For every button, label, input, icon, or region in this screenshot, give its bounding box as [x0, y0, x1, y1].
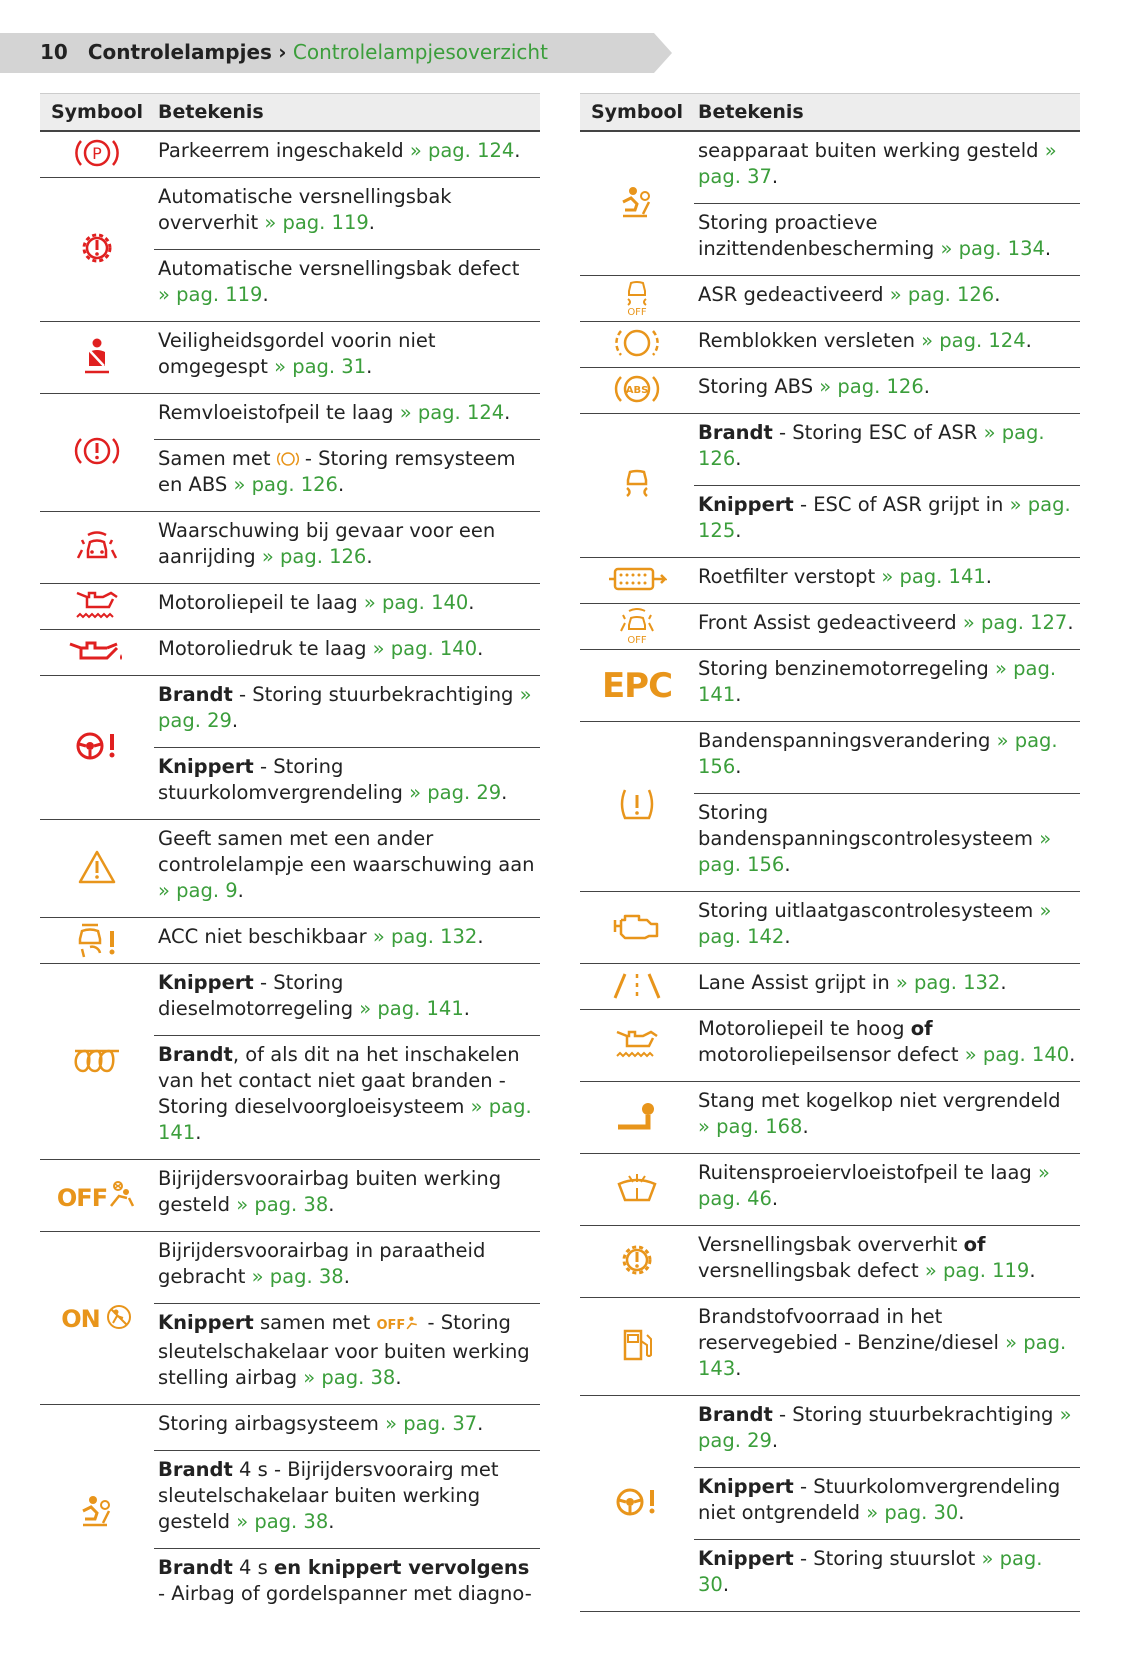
warning-lights-table-left	[40, 93, 540, 1620]
section-title: Controlelampjesoverzicht	[292, 40, 548, 64]
chapter-title: Controlelampjes	[87, 40, 272, 64]
table-row	[40, 820, 540, 918]
column-header-meaning: Betekenis	[694, 94, 1080, 132]
table-row	[40, 676, 540, 748]
epc-icon: EPC	[580, 650, 694, 722]
airbag-fault-icon	[40, 1405, 154, 1621]
list-item: Front Assist gedeactiveerd » pag. 127.	[694, 604, 1080, 650]
list-item: Knippert - ESC of ASR grijpt in » pag. 125.	[694, 486, 1080, 558]
list-item: Remblokken versleten » pag. 124.	[694, 322, 1080, 368]
oil-level-red-icon	[40, 584, 154, 630]
table-row	[580, 722, 1080, 794]
list-item: Bijrijdersvoorairbag buiten werking gesteld » pag. 38.	[154, 1160, 540, 1232]
page-number: 10	[40, 40, 68, 64]
table-row	[40, 630, 540, 676]
column-header-symbol: Symbool	[580, 94, 694, 132]
list-item: Parkeerrem ingeschakeld » pag. 124.	[154, 131, 540, 178]
list-item: Knippert - Storing stuurkolomvergrendeling » pag. 29.	[154, 748, 540, 820]
brake-system-icon	[40, 394, 154, 512]
list-item: Knippert - Storing stuurslot » pag. 30.	[694, 1540, 1080, 1612]
fuel-reserve-icon	[580, 1298, 694, 1396]
parking-brake-icon	[40, 131, 154, 178]
list-item: Motoroliepeil te hoog of motoroliepeilsensor defect » pag. 140.	[694, 1010, 1080, 1082]
table-row	[40, 1405, 540, 1451]
asr-off-icon	[580, 276, 694, 322]
list-item: Knippert - Stuurkolomvergrendeling niet ontgrendeld » pag. 30.	[694, 1468, 1080, 1540]
list-item: Brandstofvoorraad in het reservegebied - Benzine/diesel » pag. 143.	[694, 1298, 1080, 1396]
engine-check-icon	[580, 892, 694, 964]
list-item: Storing proactieve inzittendenbescherming » pag. 134.	[694, 204, 1080, 276]
list-item: Remvloeistofpeil te laag » pag. 124.	[154, 394, 540, 440]
table-row	[580, 368, 1080, 414]
airbag-fault-yellow-icon	[580, 131, 694, 276]
gearbox-fault-yellow-icon	[580, 1226, 694, 1298]
table-row	[580, 322, 1080, 368]
list-item: Roetfilter verstopt » pag. 141.	[694, 558, 1080, 604]
esc-icon	[580, 414, 694, 558]
tow-hitch-icon	[580, 1082, 694, 1154]
table-row	[580, 131, 1080, 204]
list-item: Storing bandenspanningscontrolesysteem » pag. 156.	[694, 794, 1080, 892]
list-item: Samen met - Storing remsysteem en ABS » pag. 126.	[154, 440, 540, 512]
list-item: Brandt, of als dit na het inschakelen van het contact niet gaat branden - Storing dieselvoorgloeisysteem » pag. 141.	[154, 1036, 540, 1160]
svg-text:OFF: OFF	[627, 634, 647, 645]
list-item: Automatische versnellingsbak defect » pag. 119.	[154, 250, 540, 322]
list-item: ASR gedeactiveerd » pag. 126.	[694, 276, 1080, 322]
list-item: Versnellingsbak oververhit of versnellingsbak defect » pag. 119.	[694, 1226, 1080, 1298]
warning-triangle-icon	[40, 820, 154, 918]
oil-level-yellow-icon	[580, 1010, 694, 1082]
table-row	[580, 650, 1080, 722]
table-row	[40, 918, 540, 964]
breadcrumb-separator: ›	[278, 40, 287, 64]
svg-text:P: P	[92, 143, 102, 163]
table-row	[40, 1232, 540, 1304]
particulate-filter-icon	[580, 558, 694, 604]
power-steering-red-icon	[40, 676, 154, 820]
table-row	[40, 394, 540, 440]
table-row	[580, 276, 1080, 322]
list-item: Knippert - Storing dieselmotorregeling » pag. 141.	[154, 964, 540, 1036]
lane-assist-icon	[580, 964, 694, 1010]
list-item: Brandt 4 s en knippert vervolgens - Airbag of gordelspanner met diagno-	[158, 1556, 532, 1605]
brake-pads-icon	[580, 322, 694, 368]
table-row	[40, 512, 540, 584]
list-item: Storing uitlaatgascontrolesysteem » pag. 142.	[694, 892, 1080, 964]
oil-pressure-icon	[40, 630, 154, 676]
table-row	[40, 131, 540, 178]
svg-text:OFF: OFF	[627, 306, 647, 317]
passenger-airbag-on-icon: ON	[40, 1232, 154, 1405]
list-item: Lane Assist grijpt in » pag. 132.	[694, 964, 1080, 1010]
collision-warning-icon	[40, 512, 154, 584]
list-item: Bandenspanningsverandering » pag. 156.	[694, 722, 1080, 794]
table-row	[580, 964, 1080, 1010]
front-assist-off-icon	[580, 604, 694, 650]
list-item: Storing benzinemotorregeling » pag. 141.	[694, 650, 1080, 722]
svg-text:ABS: ABS	[625, 384, 649, 396]
table-row	[580, 1154, 1080, 1226]
washer-fluid-icon	[580, 1154, 694, 1226]
tire-pressure-icon	[580, 722, 694, 892]
column-header-symbol: Symbool	[40, 94, 154, 132]
table-row	[580, 414, 1080, 486]
list-item: Waarschuwing bij gevaar voor een aanrijding » pag. 126.	[154, 512, 540, 584]
abs-inline-icon	[277, 450, 299, 468]
table-row	[580, 1396, 1080, 1468]
list-item: Bijrijdersvoorairbag in paraatheid gebracht » pag. 38.	[154, 1232, 540, 1304]
page-header	[0, 33, 672, 73]
list-item: Brandt 4 s - Bijrijdersvoorairg met sleutelschakelaar buiten werking gesteld » pag. 38.	[154, 1451, 540, 1549]
acc-unavailable-icon	[40, 918, 154, 964]
column-header-meaning: Betekenis	[154, 94, 540, 132]
list-item: Storing ABS » pag. 126.	[694, 368, 1080, 414]
table-row	[40, 178, 540, 250]
list-item: ACC niet beschikbaar » pag. 132.	[154, 918, 540, 964]
list-item: Brandt - Storing stuurbekrachtiging » pag. 29.	[154, 676, 540, 748]
airbag-off-inline-icon: OFF	[376, 1318, 406, 1333]
gearbox-fault-red-icon	[40, 178, 154, 322]
table-row	[40, 1160, 540, 1232]
list-item: seapparaat buiten werking gesteld » pag. 37.	[694, 131, 1080, 204]
table-row	[40, 584, 540, 630]
abs-icon	[580, 368, 694, 414]
seatbelt-icon	[40, 322, 154, 394]
table-row	[580, 1298, 1080, 1396]
table-row	[580, 604, 1080, 650]
list-item: Storing airbagsysteem » pag. 37.	[154, 1405, 540, 1451]
table-row	[580, 892, 1080, 964]
list-item: Stang met kogelkop niet vergrendeld » pag. 168.	[694, 1082, 1080, 1154]
table-row	[40, 964, 540, 1036]
list-item: Veiligheidsgordel voorin niet omgegespt » pag. 31.	[154, 322, 540, 394]
power-steering-yellow-icon	[580, 1396, 694, 1612]
table-row	[40, 322, 540, 394]
table-row	[580, 1010, 1080, 1082]
warning-lights-table-right	[580, 93, 1080, 1612]
list-item: Geeft samen met een ander controlelampje een waarschuwing aan » pag. 9.	[154, 820, 540, 918]
table-row	[580, 558, 1080, 604]
glow-plug-icon	[40, 964, 154, 1160]
passenger-airbag-off-icon: OFF	[40, 1160, 154, 1232]
list-item: Ruitensproeiervloeistofpeil te laag » pag. 46.	[694, 1154, 1080, 1226]
table-row	[580, 1226, 1080, 1298]
list-item: Automatische versnellingsbak oververhit » pag. 119.	[154, 178, 540, 250]
list-item: Brandt - Storing ESC of ASR » pag. 126.	[694, 414, 1080, 486]
list-item: Motoroliepeil te laag » pag. 140.	[154, 584, 540, 630]
list-item: Motoroliedruk te laag » pag. 140.	[154, 630, 540, 676]
list-item: Knippert samen met OFF - Storing sleutelschakelaar voor buiten werking stelling airbag » pag. 38.	[154, 1304, 540, 1405]
list-item: Brandt - Storing stuurbekrachtiging » pag. 29.	[694, 1396, 1080, 1468]
table-row	[580, 1082, 1080, 1154]
